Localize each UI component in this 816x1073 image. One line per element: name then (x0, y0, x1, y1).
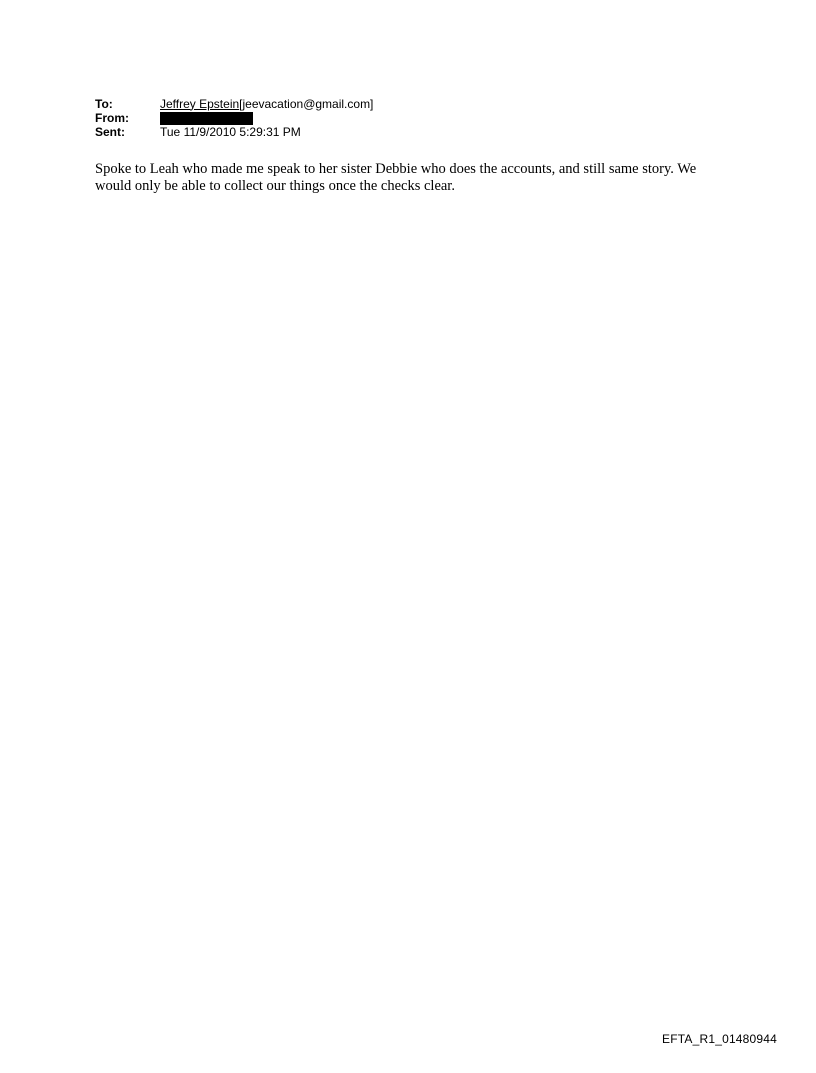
email-body: Spoke to Leah who made me speak to her sister Debbie who does the accounts, and still same story. We would only be able to collect our things once the checks clear. (95, 161, 697, 194)
sent-row (95, 125, 373, 139)
email-header (95, 97, 373, 139)
from-label: From: (95, 110, 129, 125)
sent-value: Tue 11/9/2010 5:29:31 PM (160, 124, 301, 139)
sent-label: Sent: (95, 124, 125, 139)
to-address: [jeevacation@gmail.com] (239, 96, 374, 111)
from-redaction-block (160, 112, 253, 125)
to-label: To: (95, 96, 113, 111)
document-id: EFTA_R1_01480944 (662, 1032, 778, 1046)
to-name: Jeffrey Epstein (160, 96, 240, 111)
from-row (95, 111, 373, 125)
to-value (160, 98, 373, 111)
to-row (95, 97, 373, 111)
